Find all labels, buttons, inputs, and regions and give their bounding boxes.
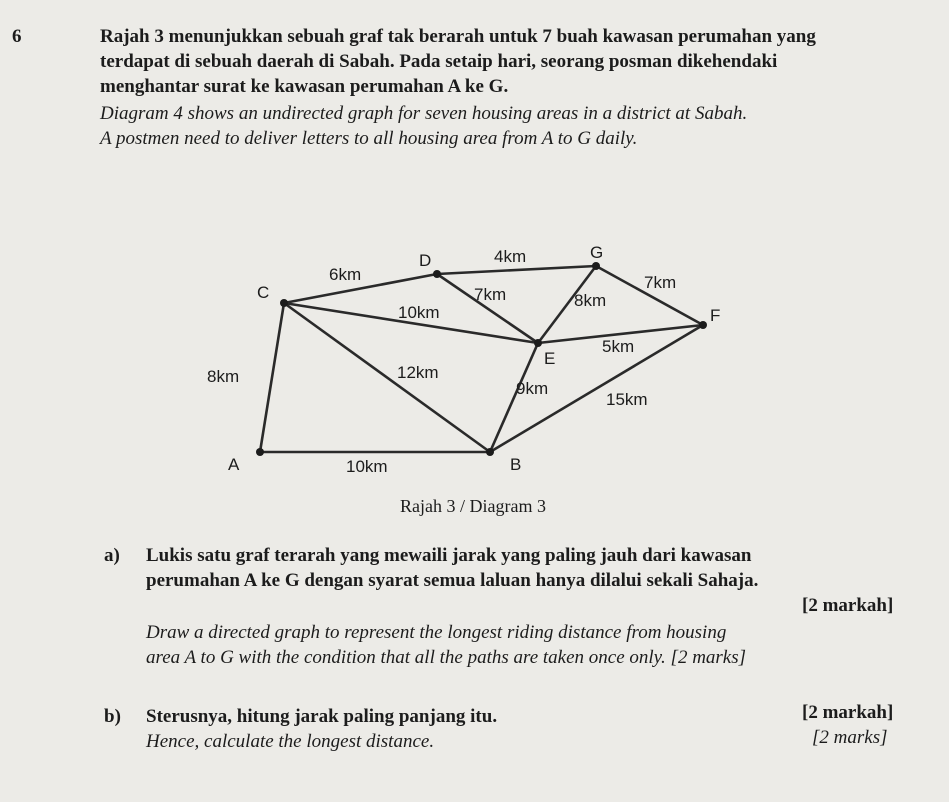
part-a-malay-line-1: Lukis satu graf terarah yang mewaili jarak yang paling jauh dari kawasan — [146, 545, 752, 566]
edge-label-a-c: 8km — [207, 367, 240, 386]
node-label-e: E — [544, 349, 556, 368]
part-a-letter: a) — [104, 545, 120, 566]
node-a — [256, 448, 264, 456]
question-number: 6 — [12, 26, 22, 47]
edge-label-a-b: 10km — [346, 457, 388, 476]
edge-label-c-d: 6km — [329, 265, 362, 284]
node-label-c: C — [257, 283, 270, 302]
node-d — [433, 270, 441, 278]
edge-label-e-b: 9km — [516, 379, 549, 398]
edge-label-b-f: 15km — [606, 390, 648, 409]
node-label-g: G — [590, 243, 604, 262]
edge-label-g-e: 8km — [574, 291, 607, 310]
node-g — [592, 262, 600, 270]
node-b — [486, 448, 494, 456]
edge-label-e-f: 5km — [602, 337, 635, 356]
part-a-malay-marks: [2 markah] — [802, 595, 894, 616]
edge-label-d-g: 4km — [494, 247, 527, 266]
node-c — [280, 299, 288, 307]
node-f — [699, 321, 707, 329]
part-b-malay-marks: [2 markah] — [802, 702, 894, 723]
part-b-english-marks: [2 marks] — [812, 727, 888, 748]
edge-a-c — [260, 303, 284, 452]
edge-d-g — [437, 266, 596, 274]
question-english-line-2: A postmen need to deliver letters to all housing area from A to G daily. — [100, 128, 638, 149]
question-malay-line-3: menghantar surat ke kawasan perumahan A ke G. — [100, 76, 509, 97]
diagram-caption: Rajah 3 / Diagram 3 — [400, 496, 546, 516]
edge-label-g-f: 7km — [644, 273, 677, 292]
node-label-b: B — [510, 455, 522, 474]
edge-c-b — [284, 303, 490, 452]
part-b-malay-line: Sterusnya, hitung jarak paling panjang itu. — [146, 706, 498, 727]
question-malay-line-1: Rajah 3 menunjukkan sebuah graf tak berarah untuk 7 buah kawasan perumahan yang — [100, 26, 816, 47]
part-b-letter: b) — [104, 706, 121, 727]
node-label-f: F — [710, 306, 721, 325]
part-a-malay-line-2: perumahan A ke G dengan syarat semua laluan hanya dilalui sekali Sahaja. — [146, 570, 759, 591]
question-malay-line-2: terdapat di sebuah daerah di Sabah. Pada setaip hari, seorang posman dikehendaki — [100, 51, 778, 72]
part-b-english-line: Hence, calculate the longest distance. — [146, 731, 435, 752]
question-english-line-1: Diagram 4 shows an undirected graph for seven housing areas in a district at Sabah. — [100, 103, 748, 124]
node-label-d: D — [419, 251, 432, 270]
part-a-english-line-2: area A to G with the condition that all the paths are taken once only. [2 marks] — [146, 647, 747, 668]
edge-label-c-b: 12km — [397, 363, 439, 382]
edge-label-c-e: 10km — [398, 303, 440, 322]
part-a-english-line-1: Draw a directed graph to represent the longest riding distance from housing — [146, 622, 727, 643]
node-e — [534, 339, 542, 347]
edge-label-d-e: 7km — [474, 285, 507, 304]
node-label-a: A — [228, 455, 240, 474]
